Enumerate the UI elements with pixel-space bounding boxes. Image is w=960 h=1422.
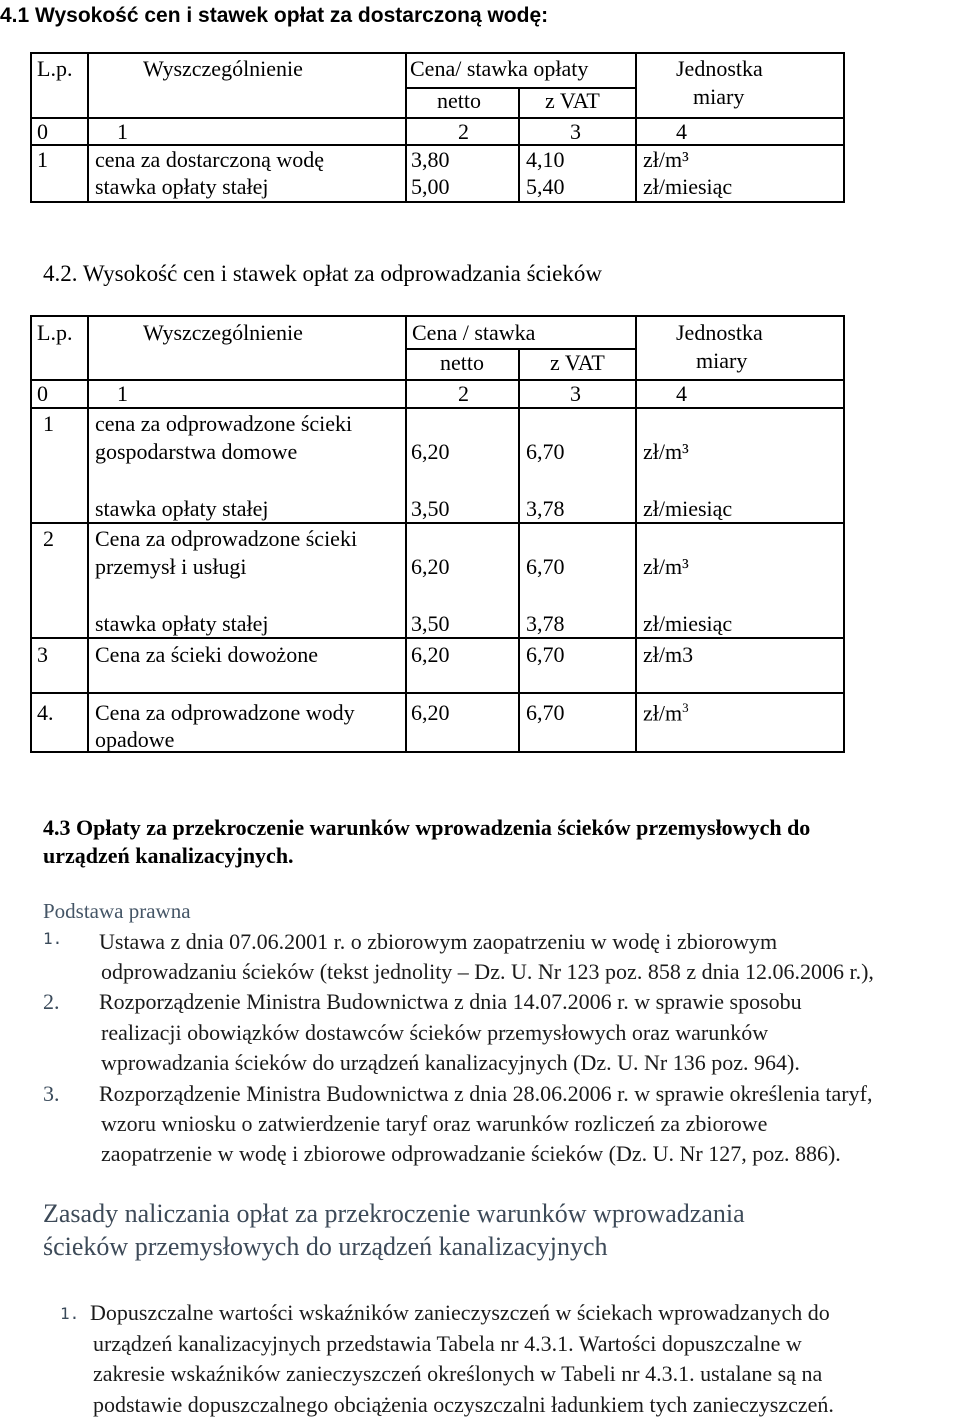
header-unit: Jednostka <box>676 56 763 81</box>
rule-1-line-3: zakresie wskaźników zanieczyszczeń określonych w Tabeli nr 4.3.1. ustalane są na <box>93 1361 823 1386</box>
row-3-lp: 3 <box>37 642 48 667</box>
header-net: netto <box>437 88 481 113</box>
row-1-desc: cena za dostarczoną wodę <box>95 147 325 172</box>
row-1-unit-2: zł/miesiąc <box>643 174 733 199</box>
rules-heading: Zasady naliczania opłat za przekroczenie warunków wprowadzania <box>43 1199 745 1228</box>
row-3-unit: zł/m3 <box>643 642 694 667</box>
legal-item-1-line-2: odprowadzaniu ścieków (tekst jednolity – Dz. U. Nr 123 poz. 858 z dnia 12.06.2006 r.), <box>101 959 874 984</box>
header-unit: Jednostka <box>676 320 763 345</box>
legal-item-3-line-1: Rozporządzenie Ministra Budownictwa z dnia 28.06.2006 r. w sprawie określenia taryf, <box>99 1081 873 1106</box>
header-net: netto <box>440 350 484 375</box>
row-4-net: 6,20 <box>411 700 450 725</box>
legal-item-2-line-3: wprowadzania ścieków do urządzeń kanalizacyjnych (Dz. U. Nr 136 poz. 964). <box>101 1050 800 1075</box>
row-1-desc-2: stawka opłaty stałej <box>95 174 269 199</box>
col-num-3: 3 <box>570 381 581 406</box>
col-num-4: 4 <box>676 119 687 144</box>
section-4-3-title: 4.3 Opłaty za przekroczenie warunków wprowadzenia ścieków przemysłowych do <box>43 815 811 840</box>
row-1-fixed-net: 3,50 <box>411 496 450 521</box>
header-price: Cena/ stawka opłaty <box>410 56 589 81</box>
row-4-unit-base: zł/m <box>643 700 683 726</box>
row-3-desc: Cena za ścieki dowożone <box>95 642 318 667</box>
row-1-net: 6,20 <box>411 439 450 464</box>
row-4-lp: 4. <box>37 700 54 725</box>
row-1-fixed-gross: 3,78 <box>526 496 565 521</box>
header-unit-2: miary <box>693 84 745 109</box>
row-2-fixed-desc: stawka opłaty stałej <box>95 611 269 636</box>
row-1-net-2: 5,00 <box>411 174 450 199</box>
header-gross: z VAT <box>545 88 600 113</box>
row-2-unit: zł/m³ <box>643 554 689 579</box>
row-1-desc-2: gospodarstwa domowe <box>95 439 298 464</box>
section-4-1-title: 4.1 Wysokość cen i stawek opłat za dostarczoną wodę: <box>0 4 549 27</box>
rule-1-line-4: podstawie dopuszczalnego obciążenia oczyszczalni ładunkiem tych zanieczyszczeń. <box>93 1392 834 1417</box>
row-4-gross: 6,70 <box>526 700 565 725</box>
header-lp: L.p. <box>37 320 73 345</box>
row-1-fixed-unit: zł/miesiąc <box>643 496 733 521</box>
col-num-3: 3 <box>570 119 581 144</box>
row-2-fixed-net: 3,50 <box>411 611 450 636</box>
row-2-desc: Cena za odprowadzone ścieki <box>95 526 358 551</box>
col-num-0: 0 <box>37 381 48 406</box>
row-4-desc: Cena za odprowadzone wody <box>95 700 355 725</box>
row-1-lp: 1 <box>43 411 54 436</box>
header-lp: L.p. <box>37 56 73 81</box>
rule-1-num: 1. <box>60 1304 80 1323</box>
row-2-fixed-gross: 3,78 <box>526 611 565 636</box>
col-num-2: 2 <box>458 381 469 406</box>
section-4-3-title-2: urządzeń kanalizacyjnych. <box>43 843 294 868</box>
legal-item-3-num: 3. <box>43 1081 60 1106</box>
row-2-desc-2: przemysł i usługi <box>95 554 247 579</box>
col-num-0: 0 <box>37 119 48 144</box>
row-3-gross: 6,70 <box>526 642 565 667</box>
rule-1-line-2: urządzeń kanalizacyjnych przedstawia Tabela nr 4.3.1. Wartości dopuszczalne w <box>93 1331 802 1356</box>
header-description: Wyszczególnienie <box>143 320 303 345</box>
legal-item-3-line-2: wzoru wniosku o zatwierdzenie taryf oraz warunków rozliczeń za zbiorowe <box>101 1111 768 1136</box>
col-num-2: 2 <box>458 119 469 144</box>
row-1-unit: zł/m³ <box>643 147 689 172</box>
header-price: Cena / stawka <box>412 320 536 345</box>
row-3-net: 6,20 <box>411 642 450 667</box>
header-unit-2: miary <box>696 348 748 373</box>
row-1-gross: 6,70 <box>526 439 565 464</box>
legal-item-2-num: 2. <box>43 989 60 1014</box>
section-4-2-title: 4.2. Wysokość cen i stawek opłat za odprowadzania ścieków <box>43 261 602 286</box>
row-1-desc: cena za odprowadzone ścieki <box>95 411 353 436</box>
row-1-gross-2: 5,40 <box>526 174 565 199</box>
row-1-gross: 4,10 <box>526 147 565 172</box>
row-4-unit <box>643 700 689 726</box>
rules-heading-2: ścieków przemysłowych do urządzeń kanalizacyjnych <box>43 1232 608 1261</box>
legal-item-3-line-3: zaopatrzenie w wodę i zbiorowe odprowadzanie ścieków (Dz. U. Nr 127, poz. 886). <box>101 1141 841 1166</box>
legal-item-1-num: 1. <box>43 929 63 948</box>
header-gross: z VAT <box>550 350 605 375</box>
header-description: Wyszczególnienie <box>143 56 303 81</box>
legal-item-1-line-1: Ustawa z dnia 07.06.2001 r. o zbiorowym zaopatrzeniu w wodę i zbiorowym <box>99 929 778 954</box>
row-1-fixed-desc: stawka opłaty stałej <box>95 496 269 521</box>
legal-item-2-line-2: realizacji obowiązków dostawców ścieków przemysłowych oraz warunków <box>101 1020 769 1045</box>
rule-1-line-1: Dopuszczalne wartości wskaźników zanieczyszczeń w ściekach wprowadzanych do <box>90 1300 830 1325</box>
row-1-lp: 1 <box>37 147 48 172</box>
legal-item-2-line-1: Rozporządzenie Ministra Budownictwa z dnia 14.07.2006 r. w sprawie sposobu <box>99 989 802 1014</box>
col-num-1: 1 <box>117 381 128 406</box>
col-num-4: 4 <box>676 381 687 406</box>
row-2-gross: 6,70 <box>526 554 565 579</box>
legal-basis-heading: Podstawa prawna <box>43 899 191 923</box>
row-2-lp: 2 <box>43 526 54 551</box>
row-4-unit-exponent: 3 <box>682 700 689 715</box>
row-1-unit: zł/m³ <box>643 439 689 464</box>
row-1-net: 3,80 <box>411 147 450 172</box>
row-2-fixed-unit: zł/miesiąc <box>643 611 733 636</box>
row-2-net: 6,20 <box>411 554 450 579</box>
row-4-desc-2: opadowe <box>95 727 175 752</box>
col-num-1: 1 <box>117 119 128 144</box>
